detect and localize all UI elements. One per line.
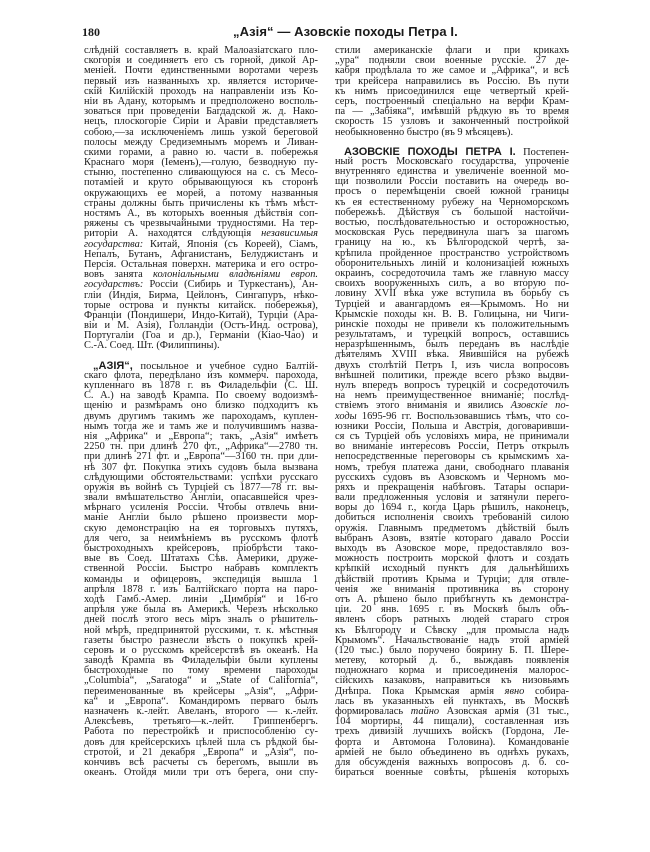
- text-line: юзники Россіи, Польша и Австрія, договаривши-: [335, 420, 569, 432]
- text-segment: формировалась: [335, 706, 411, 717]
- text-line: переименованные въ крейсеры „Азія“, „Афри-: [84, 685, 318, 697]
- article-paragraph: [335, 147, 569, 779]
- text-line: купленнаго въ 1878 г. въ Филадельфіи (С. Ш.: [84, 380, 318, 391]
- text-line: апрѣля 1878 г. изъ Балтійскаго порта на паро-: [84, 583, 318, 595]
- text-line: „Columbia“, „Saratoga“ и „State of California“,: [84, 675, 318, 687]
- text-line: арміей не было объединено въ однѣхъ рукахъ,: [335, 746, 569, 758]
- text-line: при длинѣ 271 фт. и „Европа“—3160 тн. при дли-: [84, 451, 318, 463]
- text-segment: собира-: [524, 685, 569, 697]
- text-line: дѣятелямъ XVIII вѣка. Явившійся на рубежѣ: [335, 349, 569, 361]
- text-line: Турціей и авангардомъ ея—Крымомъ. Но ни: [335, 298, 569, 310]
- italic-term: Азовскіе по-: [510, 400, 569, 412]
- text-line: слѣдующими обстоятельствами: успѣхи русскаго: [84, 471, 318, 483]
- text-segment: Россіи (Сибирь и Туркестанъ), Ан-: [143, 279, 318, 291]
- text-line: лась въ указанныхъ ей пунктахъ, въ Москвѣ: [335, 695, 569, 707]
- text-line: первый изъ названныхъ хр. является историче-: [84, 75, 318, 87]
- text-line: ряхъ и прекращенія набѣговъ. Татары оспари-: [335, 481, 569, 493]
- italic-term: колоніальными владѣніями европ.: [153, 269, 318, 281]
- text-line: серовъ и о русскомъ крейсерствѣ въ океанѣ. На: [84, 644, 318, 656]
- text-line: собою,—за исключеніемъ лишь узкой береговой: [84, 126, 318, 138]
- text-line: Работа по перестройкѣ и приспособленію су-: [84, 726, 318, 738]
- text-line: стротой, и 21 декабря „Европа“ и „Азія“, по-: [84, 746, 318, 758]
- text-line: ный ростъ Московскаго государства, упроченіе: [335, 155, 569, 167]
- text-line: довъ для крейсерскихъ цѣлей шла съ рѣдкой бы-: [84, 736, 318, 748]
- text-line: необыкновенно быстро (въ 9 мѣсяцевъ).: [335, 126, 514, 138]
- text-line: неразрѣшеннымъ, былъ переданъ въ наслѣдіе: [335, 339, 569, 351]
- text-line: ся съ Турціей объ условіяхъ мира, не принимали: [335, 430, 569, 442]
- text-line: стили американскіе флаги и при крикахъ: [335, 45, 569, 56]
- text-line: С.-А. Соед. Шт. (Филиппины).: [84, 340, 220, 352]
- text-line: зоваться при проведеніи Багдадской ж. д. Нако-: [84, 106, 318, 118]
- text-line: московская Русь передвинула шагъ за шагомъ: [335, 227, 569, 239]
- text-line: ностямъ А., въ которыхъ военныя дѣйствія соп-: [84, 208, 318, 219]
- text-line: просъ о перемѣщеніи своей южной границы: [335, 186, 569, 198]
- text-line: Персія. Остальная поверхн. материка и его остро-: [84, 258, 318, 270]
- text-line: (120 тыс.) было поручено боярину Б. П. Шере-: [335, 644, 569, 656]
- text-line: океанъ. Отойдя мили три отъ берега, они спу-: [84, 767, 318, 779]
- text-segment: Днѣпра. Пока Крымская армія: [335, 685, 505, 697]
- text-line: Алексѣевъ, третьяго—к.-лейт. Гриппенбергъ.: [84, 716, 318, 728]
- text-line: назначенъ к.-лейт. Авеланъ, второго — к.-лейт.: [84, 706, 318, 717]
- text-line: номъ, требуя платежа дани, свободнаго плаванія: [335, 461, 569, 473]
- text-line: Франціи (Пондишери, Индо-Китай), Турціи (Ара-: [84, 309, 318, 321]
- text-line: выходъ въ Азовское море, предоставляло воз-: [335, 543, 569, 554]
- text-line: дѣйствій противъ Крыма и Турціи; для отвле-: [335, 573, 569, 585]
- text-line: оборонительныхъ линій и колонизаціей южныхъ: [335, 257, 569, 269]
- text-line: внутренняго единства и увеличеніе военной мо-: [335, 166, 569, 178]
- text-segment: вовъ занята: [84, 269, 154, 281]
- text-line: команды и офицеровъ, экспедиція вышла 1: [84, 573, 318, 585]
- text-line: внѣшней политики, прежде всего рѣзко выдви-: [335, 369, 569, 381]
- text-line: серъ, построенный спеціально на верфи Крам-: [335, 95, 569, 107]
- text-line: нія „Африка“ и „Европа“; такъ, „Азія“ имѣетъ: [84, 430, 318, 442]
- text-line: заводѣ Крампа въ Филадельфіи были куплены: [84, 655, 318, 667]
- text-line: выбранъ Азовъ, взятіе котораго давало Россіи: [335, 532, 569, 544]
- text-line: скими горами, а равно ю. части в. побережья: [84, 146, 318, 158]
- text-line: кончивъ всѣ расчеты съ берегомъ, вышли въ: [84, 756, 318, 768]
- text-line: ніи въ Адану, которымъ и предположено восполь-: [84, 95, 318, 107]
- text-line: востью, послѣдовательностью и осторожностью,: [335, 217, 569, 228]
- text-line: быстроходныхъ крейсеровъ, пріобрѣсти тако-: [84, 543, 318, 554]
- text-line: форта и Автомона Головина). Командованіе: [335, 736, 569, 748]
- text-line: крѣпкій исходный пунктъ для дальнѣйшихъ: [335, 563, 569, 575]
- column-right: [335, 46, 569, 787]
- text-line: апрѣля уже была въ Америкѣ. Черезъ нѣсколько: [84, 604, 318, 616]
- italic-term: явно: [504, 685, 525, 697]
- text-line: явленъ сборъ ратныхъ людей стараго строя: [335, 614, 569, 626]
- text-line: ходѣ Гамб.-Амер. линіи „Цимбрія“ и 16-го: [84, 593, 318, 605]
- text-line: на немъ преимущественное вниманіе; послѣд-: [335, 390, 569, 402]
- text-line: двумъ другимъ такимъ же пароходамъ, куплен-: [84, 410, 318, 422]
- text-line: С. А.) на заводѣ Крампа. По своему водоизмѣ-: [84, 390, 318, 402]
- text-line: отъ А. рѣшено было прибѣгнуть къ демонстра-: [335, 593, 569, 605]
- text-segment: посыльное и учебное судно Балтій-: [132, 360, 318, 372]
- text-line: для чего, за неимѣніемъ въ русскомъ флотѣ: [84, 532, 318, 544]
- italic-term: ходы: [335, 410, 357, 422]
- text-line: потаміей и круто обрывающуюся къ сторонѣ: [84, 177, 318, 189]
- text-line: къ нимъ присоединился еще четвертый крей-: [335, 85, 569, 97]
- text-line: ственной Россіи. Быстро набравъ комплектъ: [84, 563, 318, 575]
- text-line: Португаліи (Гоа и др.), Германіи (Кіао-Чао) и: [84, 330, 318, 342]
- text-line: віи и М. Азія), Голландіи (Остъ-Инд. острова),: [84, 320, 318, 332]
- running-title: „Азія“ — Азовскіе походы Петра I.: [233, 24, 458, 39]
- text-line: скаго флота, передѣлано изъ коммерч. парохода,: [84, 369, 318, 381]
- text-segment: 1695-96 гг. Воспользовавшись тѣмъ, что со-: [356, 410, 569, 422]
- entry-headword: АЗОВСКІЕ ПОХОДЫ ПЕТРА I.: [344, 145, 516, 158]
- text-line: ряжены съ чрезвычайными трудностями. На тер-: [84, 218, 318, 230]
- text-line: полосы между Средиземнымъ моремъ и Ливан-: [84, 136, 318, 148]
- text-line: па — „Забіяка“, имѣвшій рѣдкую въ то время: [335, 106, 569, 118]
- text-line: скую демонстрацію на ея торговыхъ путяхъ,: [84, 522, 318, 534]
- text-line: сійскихъ казаковъ, направиться къ низовьямъ: [335, 675, 569, 687]
- text-line: вали предложенныя условія и затянули перего-: [335, 492, 569, 504]
- text-line: можность построить морской флотъ и создать: [335, 553, 569, 565]
- text-line: оружія въ войнѣ съ Турціей съ 1877—78 гг. вы-: [84, 481, 318, 493]
- text-line: щенію и размѣрамъ оно близко подходитъ къ: [84, 400, 318, 412]
- text-line: дней послѣ этого весь міръ зналъ о рѣшитель-: [84, 614, 318, 626]
- text-line: щи позволили Россіи поставить на очередь во-: [335, 176, 569, 188]
- text-line: меніей. Почти единственными воротами черезъ: [84, 65, 318, 77]
- text-line: скорость 15 узловъ и законченный постройкой: [335, 116, 569, 128]
- text-line: мѣрнаго усиленія Россіи. Чтобы отвлечь вни-: [84, 502, 318, 514]
- article-paragraph: [84, 361, 318, 779]
- text-line: во вниманіе интересовъ Россіи, Петръ открылъ: [335, 441, 569, 453]
- text-line: нѣ 307 фт. Покупка этихъ судовъ была вызвана: [84, 461, 318, 473]
- text-line: ловину XVII вѣка уже вступила въ борьбу съ: [335, 288, 569, 300]
- text-line: 2250 тн. при длинѣ 270 фт., „Африка“—2780 тн.: [84, 441, 318, 453]
- text-line: звали вмѣшательство Англіи, опасавшейся чрез-: [84, 492, 318, 504]
- text-line: слѣдній составляетъ в. край Малоазіатскаго пло-: [84, 45, 318, 56]
- text-line: нецъ, плоскогоріе Сиріи и Аравіи представляетъ: [84, 116, 318, 128]
- text-line: воры до 1694 г., когда Царь рѣшилъ, наконецъ,: [335, 502, 569, 514]
- text-line: своихъ вооруженныхъ силъ, а во вторую по-: [335, 278, 569, 290]
- text-line: Краснаго моря (Іеменъ),—голую, безводную пу-: [84, 157, 318, 169]
- italic-term: тайно: [410, 706, 440, 717]
- page-number: 180: [82, 25, 100, 39]
- text-line: ринскіе походы не привели къ положительнымъ: [335, 318, 569, 330]
- column-left: [84, 46, 318, 787]
- text-line: скогорія и соединяетъ его съ горной, дикой Ар-: [84, 55, 318, 67]
- text-line: Непалъ, Бутанъ, Афганистанъ, Белуджистанъ и: [84, 248, 318, 260]
- text-line: бираться военные совѣты, рѣшенія которыхъ: [335, 767, 569, 779]
- text-line: крѣпила пройденное пространство устройствомъ: [335, 247, 569, 259]
- text-line: ка“ и „Европа“. Командиромъ перваго былъ: [84, 695, 318, 707]
- entry-headword: „АЗІЯ“,: [93, 359, 133, 372]
- text-line: побережьѣ. Дѣйствуя съ большой настойчи-: [335, 206, 569, 218]
- text-line: для обсужденія важныхъ вопросовъ д. б. со-: [335, 756, 569, 768]
- text-line: окружающихъ ее морей, а потому названныя: [84, 187, 318, 199]
- text-line: русскихъ судовъ въ Азовскомъ и Черномъ мо-: [335, 471, 569, 483]
- text-line: трехъ дивизій лучшихъ войскъ (Гордона, Ле-: [335, 726, 569, 738]
- italic-term: государствъ:: [84, 279, 144, 291]
- italic-term: независимыя: [261, 228, 318, 240]
- text-line: добиться исполненія своихъ требованій силою: [335, 512, 569, 524]
- article-paragraph: [84, 46, 318, 352]
- text-segment: Азовская армія (31 тыс.,: [439, 706, 569, 717]
- article-paragraph: [335, 46, 569, 138]
- text-line: результатамъ, и турецкій вопросъ, оставшись: [335, 329, 569, 341]
- text-segment: ствіемъ этого вниманія и явились: [335, 400, 511, 412]
- text-segment: Постепен-: [515, 146, 569, 158]
- text-line: торые острова и пункты китайск. побережья),: [84, 299, 318, 311]
- text-line: [84, 280, 318, 290]
- text-line: двухъ столѣтій Петръ I, изъ числа вопросовъ: [335, 359, 569, 371]
- text-line: „ура“ подняли свои военные русскіе. 27 де-: [335, 55, 569, 67]
- text-line: кабря продѣлала то же самое и „Африка“, и всѣ: [335, 65, 569, 77]
- text-line: ченія же вниманія противника въ сторону: [335, 583, 569, 595]
- text-line: нымъ тогда же и тамъ же и получившимъ назва-: [84, 420, 318, 432]
- text-line: нулъ впередъ вопросъ турецкій и сосредоточилъ: [335, 380, 569, 391]
- text-line: оружія. Главнымъ предметомъ дѣйствій былъ: [335, 522, 569, 534]
- text-line: окраинъ, сосредоточила тамъ же главную массу: [335, 267, 569, 279]
- text-line: ной мѣрѣ, предпринятой русскими, т. к. мѣстныя: [84, 624, 318, 636]
- text-line: маніе Англіи было рѣшено произвести мор-: [84, 512, 318, 524]
- text-line: вые въ Соед. Штатахъ Сѣв. Америки, друже-: [84, 553, 318, 565]
- text-line: три крейсера направились въ Россію. Въ пути: [335, 75, 569, 87]
- italic-term: государства:: [84, 238, 144, 250]
- text-line: 104 мортиры, 44 пищали), составленная изъ: [335, 716, 569, 728]
- text-line: подножнаго корма и присоединенія малорос-: [335, 665, 569, 677]
- text-segment: риторіи А. находятся слѣдующія: [84, 228, 262, 240]
- text-line: границу на ю., къ Бѣлгородской чертѣ, за-: [335, 237, 569, 249]
- text-line: стыню, постепенно сливающуюся на с. съ Месо-: [84, 167, 318, 179]
- text-line: гліи (Индія, Бирма, Цейлонъ, Сингапуръ, нѣко-: [84, 289, 318, 301]
- text-line: быстроходные по тому времени пароходы: [84, 665, 318, 677]
- text-line: Крымскіе походы кн. В. В. Голицына, ни Чиги-: [335, 308, 569, 320]
- text-line: къ Бѣлгороду и Сѣвску „для промысла надъ: [335, 624, 569, 636]
- text-line: къ ея естественному рубежу на Черноморскомъ: [335, 196, 569, 208]
- text-segment: Китай, Японія (съ Кореей), Сіамъ,: [143, 238, 318, 250]
- text-line: непосредственные переговоры съ крымскимъ ха-: [335, 451, 569, 463]
- text-line: страны должны быть причислены къ тѣмъ мѣст-: [84, 197, 318, 209]
- text-line: скій Килійскій проходъ на направленіи изъ Ко-: [84, 85, 318, 97]
- text-line: метеву, который д. б., выждавъ появленія: [335, 655, 569, 667]
- text-line: Крымомъ“. Начальствованіе надъ этой арміей: [335, 634, 569, 646]
- text-line: газеты быстро разнесли вѣсть о покупкѣ крей-: [84, 634, 318, 646]
- text-line: ціи. 20 янв. 1695 г. въ Москвѣ былъ объ-: [335, 604, 569, 616]
